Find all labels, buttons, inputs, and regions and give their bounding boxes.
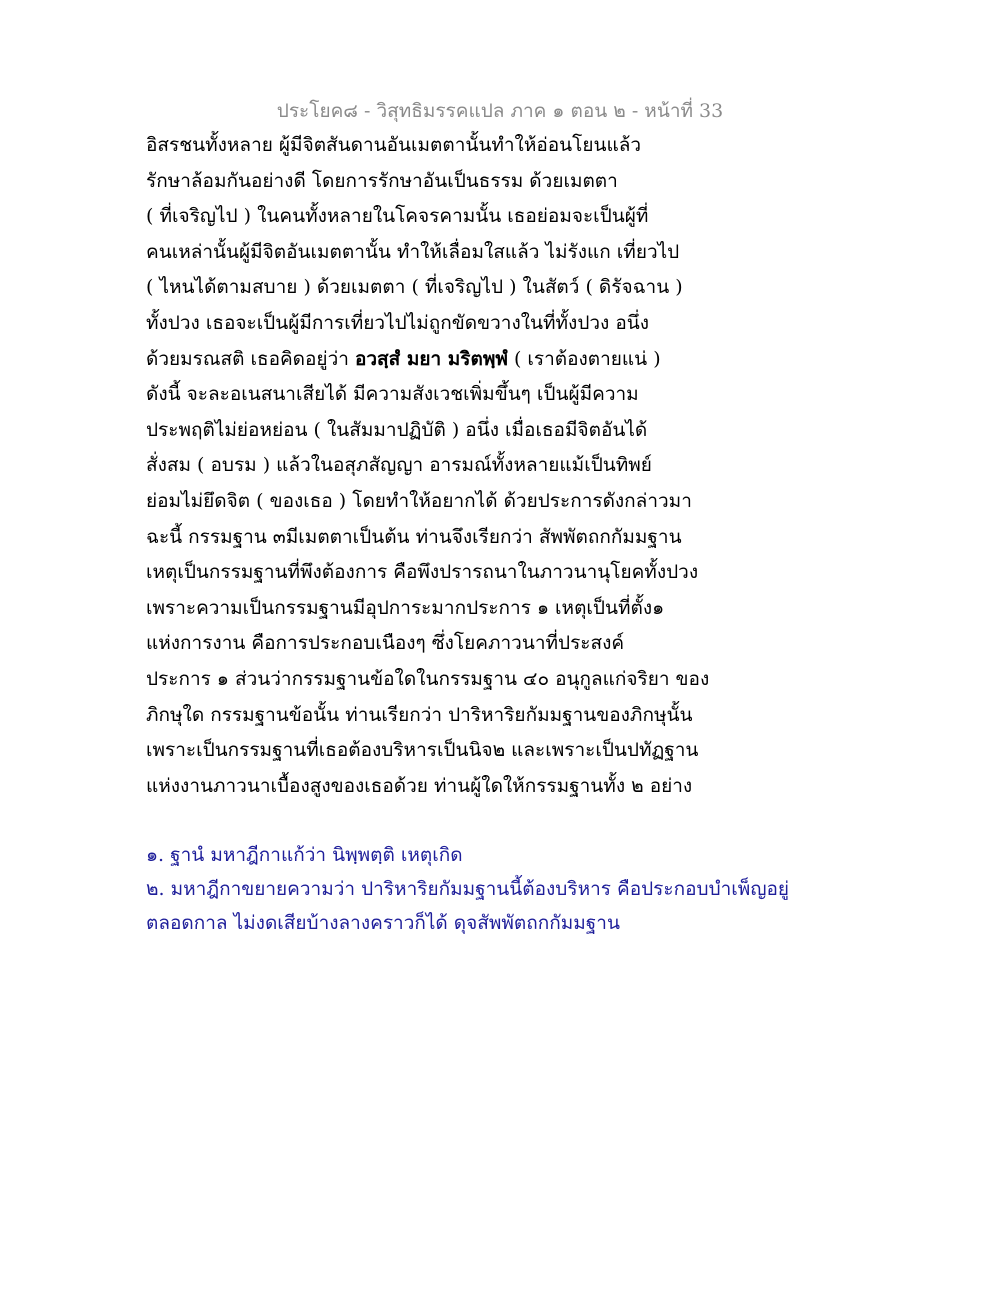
footnote-1: ๑. ฐานํ มหาฎีกาแก้ว่า นิพฺพตฺติ เหตุเกิด (146, 844, 463, 866)
body-line: ดังนี้ จะละอเนสนาเสียได้ มีความสังเวชเพิ่มขึ้นๆ เป็นผู้มีความ (146, 383, 639, 406)
body-line: ( ที่เจริญไป ) ในคนทั้งหลายในโคจรคามนั้น เธอย่อมจะเป็นผู้ที่ (146, 205, 649, 228)
body-line: ฉะนี้ กรรมฐาน ๓มีเมตตาเป็นต้น ท่านจึงเรียกว่า สัพพัตถกกัมมฐาน (146, 525, 682, 548)
body-line: คนเหล่านั้นผู้มีจิตอันเมตตานั้น ทำให้เลื่อมใสแล้ว ไม่รังแก เที่ยวไป (146, 240, 680, 263)
footnote-2-continued: ตลอดกาล ไม่งดเสียบ้างลางคราวก็ได้ ดุจสัพพัตถกกัมมฐาน (146, 912, 620, 934)
body-text (146, 128, 710, 804)
body-line: สั่งสม ( อบรม ) แล้วในอสุภสัญญา อารมณ์ทั้งหลายแม้เป็นทิพย์ (146, 454, 652, 477)
footnote-2: ๒. มหาฎีกาขยายความว่า ปาริหาริยกัมมฐานนี้ต้องบริหาร คือประกอบบำเพ็ญอยู่ (146, 878, 790, 900)
body-line: เพราะเป็นกรรมฐานที่เธอต้องบริหารเป็นนิจ๒ และเพราะเป็นปทัฏฐาน (146, 739, 699, 762)
body-line: ทั้งปวง เธอจะเป็นผู้มีการเที่ยวไปไม่ถูกขัดขวางในที่ทั้งปวง อนึ่ง (146, 311, 650, 334)
body-line: ประพฤติไม่ย่อหย่อน ( ในสัมมาปฏิบัติ ) อนึ่ง เมื่อเธอมีจิตอันได้ (146, 418, 648, 441)
body-text-segment: ด้วยมรณสติ เธอคิดอยู่ว่า (146, 347, 355, 370)
pali-quote: อวสฺสํ มยา มริตพฺพํ (354, 347, 508, 370)
body-line: แห่งงานภาวนาเบื้องสูงของเธอด้วย ท่านผู้ใดให้กรรมฐานทั้ง ๒ อย่าง (146, 774, 693, 797)
body-line-pali-quote (146, 342, 706, 378)
footnotes (146, 838, 790, 940)
page-header-title: ประโยค๘ - วิสุทธิมรรคแปล ภาค ๑ ตอน ๒ - หน้าที่ 33 (276, 100, 724, 122)
body-line: อิสรชนทั้งหลาย ผู้มีจิตสันดานอันเมตตานั้นทำให้อ่อนโยนแล้ว (146, 134, 642, 156)
body-line: เหตุเป็นกรรมฐานที่พึงต้องการ คือพึงปรารถนาในภาวนานุโยคทั้งปวง (146, 561, 699, 584)
body-line: ประการ ๑ ส่วนว่ากรรมฐานข้อใดในกรรมฐาน ๔๐ อนุกูลแก่จริยา ของ (146, 667, 710, 690)
body-line: แห่งการงาน คือการประกอบเนืองๆ ซึ่งโยคภาวนาที่ประสงค์ (146, 632, 625, 655)
body-line: ย่อมไม่ยึดจิต ( ของเธอ ) โดยทำให้อยากได้ ด้วยประการดังกล่าวมา (146, 489, 692, 512)
page-header (0, 96, 1000, 126)
body-line: เพราะความเป็นกรรมฐานมีอุปการะมากประการ ๑ เหตุเป็นที่ตั้ง๑ (146, 596, 665, 619)
body-line: ภิกษุใด กรรมฐานข้อนั้น ท่านเรียกว่า ปาริหาริยกัมมฐานของภิกษุนั้น (146, 703, 693, 726)
body-line: ( ไหนได้ตามสบาย ) ด้วยเมตตา ( ที่เจริญไป ) ในสัตว์ ( ดิรัจฉาน ) (146, 276, 683, 299)
body-text-segment: ( เราต้องตายแน่ ) (507, 347, 661, 370)
body-line: รักษาล้อมกันอย่างดี โดยการรักษาอันเป็นธรรม ด้วยเมตตา (146, 169, 618, 192)
